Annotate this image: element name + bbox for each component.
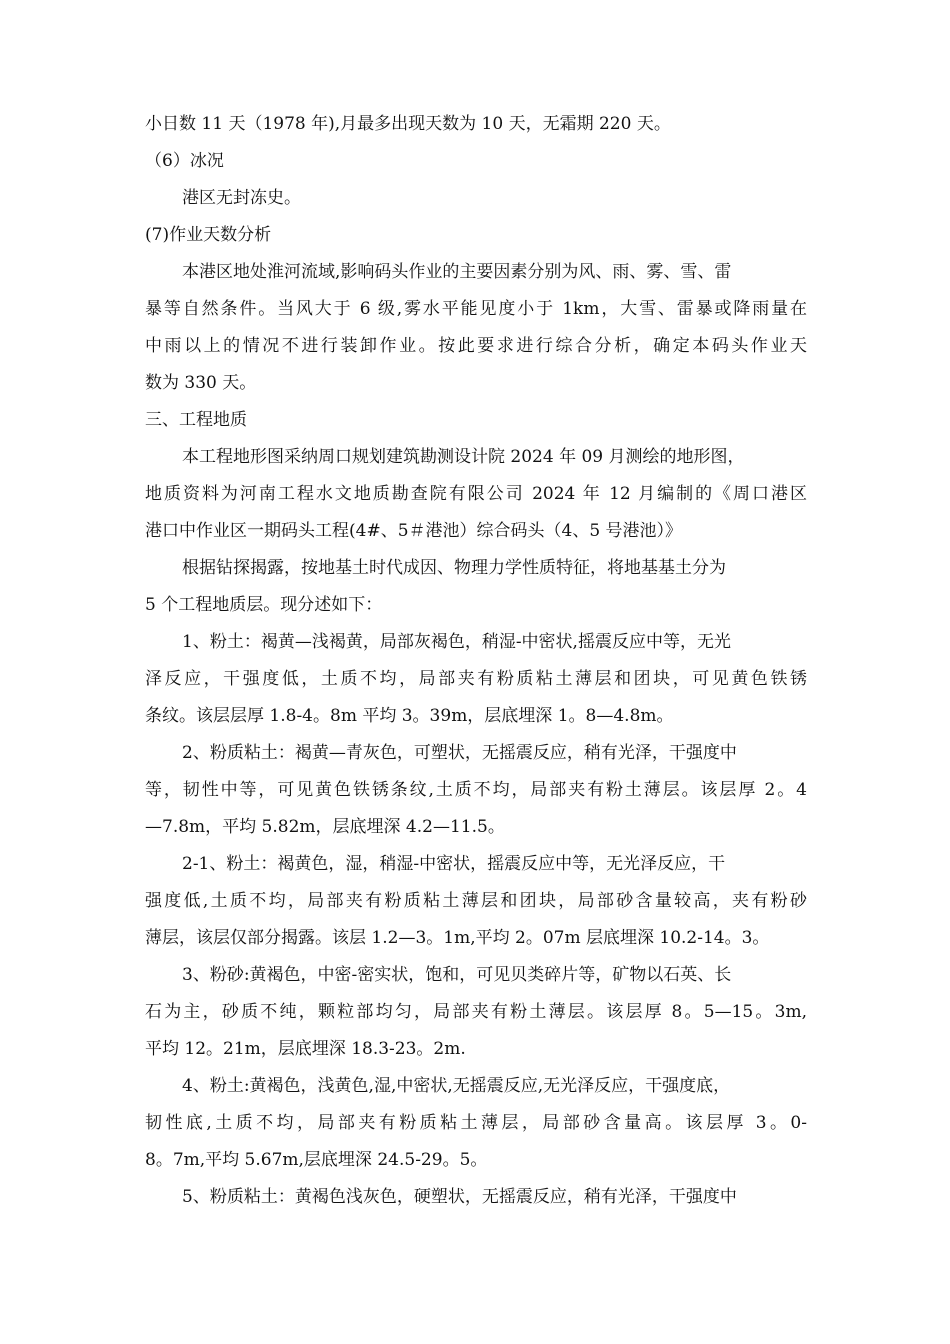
text-line: 港口中作业区一期码头工程(4#、5＃港池）综合码头（4、5 号港池）》 [145, 521, 683, 541]
text-line: 5、粉质粘土：黄褐色浅灰色，硬塑状，无摇震反应，稍有光泽，干强度中 [182, 1187, 737, 1207]
section-heading-geology: 三、工程地质 [145, 410, 247, 430]
text-line: 泽反应，干强度低，土质不均，局部夹有粉质粘土薄层和团块，可见黄色铁锈 [145, 669, 807, 689]
text-line: 韧性底,土质不均，局部夹有粉质粘土薄层，局部砂含量高。该层厚 3。0- [145, 1113, 807, 1133]
text-line: 8。7m,平均 5.67m,层底埋深 24.5-29。5。 [145, 1150, 488, 1170]
text-line: 1、粉土：褐黄—浅褐黄，局部灰褐色，稍湿-中密状,摇震反应中等，无光 [182, 632, 731, 652]
text-line: 小日数 11 天（1978 年),月最多出现天数为 10 天，无霜期 220 天。 [145, 114, 671, 134]
text-line: 4、粉土:黄褐色，浅黄色,湿,中密状,无摇震反应,无光泽反应，干强度底， [182, 1076, 731, 1096]
text-line: 平均 12。21m，层底埋深 18.3-23。2m. [145, 1039, 466, 1059]
text-line: 5 个工程地质层。现分述如下： [145, 595, 383, 615]
text-line: —7.8m，平均 5.82m，层底埋深 4.2—11.5。 [145, 817, 505, 837]
text-line: 港区无封冻史。 [182, 188, 301, 208]
text-line: 本港区地处淮河流域,影响码头作业的主要因素分别为风、雨、雾、雪、雷 [182, 262, 732, 282]
text-line: 薄层，该层仅部分揭露。该层 1.2—3。1m,平均 2。07m 层底埋深 10.2-14。3。 [145, 928, 770, 948]
text-line: 数为 330 天。 [145, 373, 257, 393]
text-line: 等，韧性中等，可见黄色铁锈条纹,土质不均，局部夹有粉土薄层。该层厚 2。4 [145, 780, 807, 800]
text-line: 条纹。该层层厚 1.8-4。8m 平均 3。39m，层底埋深 1。8—4.8m。 [145, 706, 674, 726]
text-line: 3、粉砂:黄褐色，中密-密实状，饱和，可见贝类碎片等，矿物以石英、长 [182, 965, 732, 985]
text-line: 石为主，砂质不纯，颗粒部均匀，局部夹有粉土薄层。该层厚 8。5—15。3m, [145, 1002, 807, 1022]
text-line: 中雨以上的情况不进行装卸作业。按此要求进行综合分析，确定本码头作业天 [145, 336, 807, 356]
text-line: 暴等自然条件。当风大于 6 级,雾水平能见度小于 1km，大雪、雷暴或降雨量在 [145, 299, 807, 319]
text-line: 地质资料为河南工程水文地质勘查院有限公司 2024 年 12 月编制的《周口港区 [145, 484, 807, 504]
section-heading-workdays: (7)作业天数分析 [145, 225, 272, 245]
text-line: 强度低,土质不均，局部夹有粉质粘土薄层和团块，局部砂含量较高，夹有粉砂 [145, 891, 807, 911]
text-line: 本工程地形图采纳周口规划建筑勘测设计院 2024 年 09 月测绘的地形图， [182, 447, 745, 467]
text-line: 2、粉质粘土：褐黄—青灰色，可塑状，无摇震反应，稍有光泽，干强度中 [182, 743, 737, 763]
section-heading-ice: （6）冰况 [145, 151, 224, 171]
text-line: 根据钻探揭露，按地基土时代成因、物理力学性质特征，将地基基土分为 [182, 558, 726, 578]
text-line: 2-1、粉土：褐黄色，湿，稍湿-中密状，摇震反应中等，无光泽反应，干 [182, 854, 726, 874]
